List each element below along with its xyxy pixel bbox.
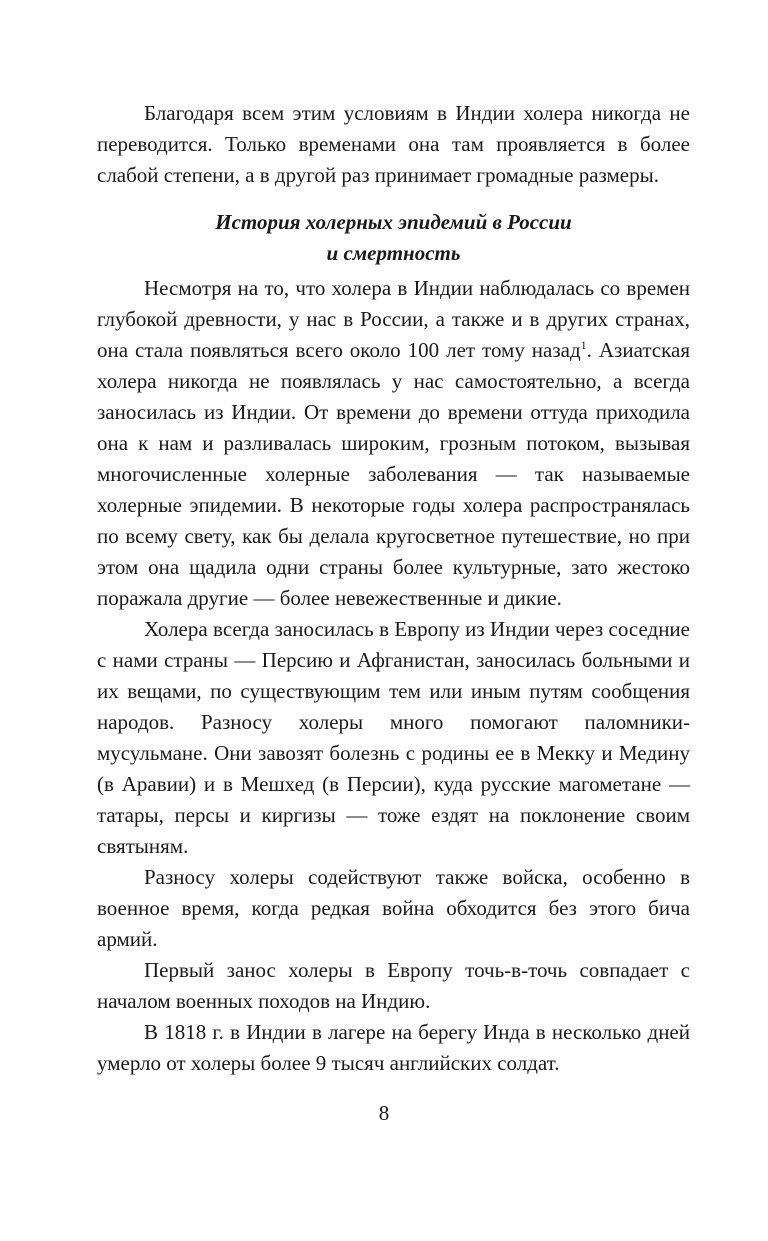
paragraph-history-text-2: . Азиатская холера никогда не появлялась у нас самостоятельно, а всегда заносилась из Индии. От времени до времени оттуда приходила она к нам и разливалась широким, грозным потоком, вызывая многочисленные холерные заболевания — так называемые холерные эпидемии. В некоторые годы холера распространялась по всему свету, как бы делала кругосветное путешествие, но при этом она щадила одни страны более культурные, зато жестоко поражала другие — более невежественные и дикие. [97,338,690,610]
paragraph-1818: В 1818 г. в Индии в лагере на берегу Инда в несколько дней умерло от холеры более 9 тысяч английских солдат. [97,1020,690,1075]
footnote-reference[interactable]: 1 [580,338,587,352]
paragraph-history [97,273,690,614]
section-heading-line-1: История холерных эпидемий в России [215,210,572,234]
section-heading [97,207,690,269]
page-body [97,98,690,1079]
paragraph-history-text-1: Несмотря на то, что холера в Индии наблюдалась со времен глубокой древности, у нас в России, а также и в других странах, она стала появляться всего около 100 лет тому назад [97,276,690,362]
page-number: 8 [378,1101,390,1125]
paragraph-spread-routes: Холера всегда заносилась в Европу из Индии через соседние с нами страны — Персию и Афганистан, заносилась больными и их вещами, по существующим тем или иным путям сообщения народов. Разносу холеры много помогают паломники-мусульмане. Они завозят болезнь с родины ее в Мекку и Медину (в Аравии) и в Мешхед (в Персии), куда русские магометане — татары, персы и киргизы — тоже ездят на поклонение своим святыням. [97,617,690,858]
paragraph-cholera-india: Благодаря всем этим условиям в Индии холера никогда не переводится. Только временами она там проявляется в более слабой степени, а в другой раз принимает громадные размеры. [97,101,690,187]
section-heading-line-2: и смертность [326,241,461,265]
paragraph-first-introduction: Первый занос холеры в Европу точь-в-точь совпадает с началом военных походов на Индию. [97,958,690,1013]
paragraph-troops: Разносу холеры содействуют также войска, особенно в военное время, когда редкая война обходится без этого бича армий. [97,865,690,951]
